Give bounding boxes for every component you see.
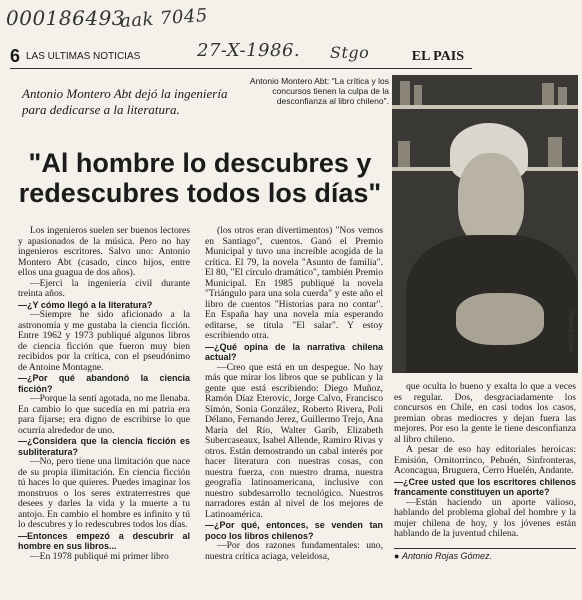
article-column-3 bbox=[394, 382, 576, 561]
handwritten-place: Stgo bbox=[330, 43, 370, 62]
article-byline: ● Antonio Rojas Gómez. bbox=[394, 548, 576, 562]
interview-question: —¿Por qué, entonces, se venden tan poco los libros chilenos? bbox=[205, 520, 383, 541]
article-paragraph: que oculta lo bueno y exalta lo que a veces es regular. Dos, desgraciadamente los concursos en Chile, en casi todos los casos, premian obras mediocres y dejan fuera las mejores. Por eso la gente le tiene desconfianza al libro chileno. bbox=[394, 381, 576, 445]
interview-question: —¿Cree usted que los escritores chilenos francamente constituyen un aporte? bbox=[394, 476, 576, 497]
interview-question: —¿Por qué abandonó la ciencia ficción? bbox=[18, 373, 190, 394]
photo-caption: Antonio Montero Abt: "La crítica y los concursos tienen la culpa de la desconfianza al libro chileno". bbox=[249, 76, 389, 106]
article-paragraph: —No, pero tiene una limitación que nace de su propia ilimitación. En ciencia ficción tú haces lo que quieres. Puedes imaginar los monstruos o los seres extraterrestres que desees y darles la vida y la muerte a tu antojo. En cambio el hombre es infinito y tú lo descubres y lo redescubres todos los días. bbox=[18, 456, 190, 530]
interview-question: —Entonces empezó a descubrir al hombre en sus libros... bbox=[18, 530, 190, 551]
newspaper-name: LAS ULTIMAS NOTICIAS bbox=[26, 51, 141, 62]
interview-question: —¿Y cómo llegó a la literatura? bbox=[18, 299, 153, 310]
article-paragraph: —En 1978 publiqué mi primer libro bbox=[30, 550, 169, 562]
article-paragraph: —Ejerci la ingeniería civil durante treinta años. bbox=[18, 277, 190, 299]
article-paragraph: —Por dos razones fundamentales: uno, nuestra crítica aciaga, veleidosa, bbox=[205, 540, 383, 562]
article-paragraph: A pesar de eso hay editoriales heroicas: Emisión, Ornitorrinco, Pehuén, Sinfronteras, Aconcagua, Bruguera, Cerro Huelén, Andante. bbox=[394, 444, 576, 476]
handwritten-note: aak 7045 bbox=[119, 4, 209, 33]
article-paragraph: —Están haciendo un aporte valioso, hablando del problema global del hombre y la mujer chilena de hoy, y los jóvenes están hablando de la juventud chilena. bbox=[394, 496, 576, 539]
article-paragraph: —Siempre he sido aficionado a la astronomía y me gustaba la ciencia ficción. Entre 1962 y 1973 publiqué algunos libros de ciencia ficción que fueron muy bien recibidos por la crítica, con el pseudónimo de Antoine Montagne. bbox=[18, 309, 190, 373]
masthead-rule bbox=[10, 68, 472, 69]
article-column-2 bbox=[205, 226, 383, 562]
article-paragraph: —Porque la sentí agotada, no me llenaba. En cambio lo que sucedía en mi patria era para fijarse; era digno de escribirse lo que ocurría alrededor de uno. bbox=[18, 393, 190, 436]
article-paragraph: Los ingenieros suelen ser buenos lectores y apasionados de la música. Pero no hay ingenieros escritores. Salvo uno: Antonio Montero Abt (casado, cinco hijos, entre ellos una guagua de dos años). bbox=[18, 225, 190, 278]
article-kicker: Antonio Montero Abt dejó la ingeniería para dedicarse a la literatura. bbox=[22, 86, 228, 117]
article-paragraph: —Creo que está en un despegue. No hay más que mirar los libros que se publican y la gente que está escribiendo: Diego Muñoz, Ramón Díaz Eterovic, Jorge Calvo, Francisco Simón, Sonia González, Roberto Rivera, Poli Délano, Fernando Jerez, Guillermo Trejo, Ana María del Río, Walter Garib, Elizabeth Subercaseaux, Isabel Allende, Ramiro Rivas y otros. Están demostrando un cabal interés por hacer literatura con nuestras cosas, con nuestra fuerza, con nuestro drama, nuestra geografía latinoamericana, inclusive con nuestro subdesarrollo tecnológico. Nuestros narradores están al nivel de los mejores de Latinoamérica. bbox=[205, 361, 383, 520]
article-column-1 bbox=[18, 226, 190, 562]
article-headline: "Al hombre lo descubres y redescubres todos los días" bbox=[18, 148, 382, 208]
photo-credit: WILLY GOMEZ bbox=[569, 310, 575, 352]
section-source: EL PAIS bbox=[411, 49, 464, 64]
interview-question: —¿Considera que la ciencia ficción es subliteratura? bbox=[18, 436, 190, 457]
handwritten-date: 27-X-1986. bbox=[197, 40, 301, 61]
author-photo bbox=[392, 75, 578, 373]
article-paragraph: (los otros eran divertimentos) "Nos vemos en Santiago", cuentos. Ganó el Premio Municipal y tuvo una increíble acogida de la crítica. El 79, la novela "Asunto de familia". El 80, "El círculo dramático", también Premio Municipal. En 1985 publiqué la novela "Triángulo para una sola cuerda" y este año el libro de cuentos "Historias para no contar". En España hay una novela mía esperando editarse, se titula "El salar". Y estoy escribiendo otra. bbox=[205, 225, 383, 341]
handwritten-archive-code: 000186493 bbox=[6, 6, 126, 30]
interview-question: —¿Qué opina de la narrativa chilena actual? bbox=[205, 341, 383, 362]
page-number: 6 bbox=[10, 46, 21, 66]
